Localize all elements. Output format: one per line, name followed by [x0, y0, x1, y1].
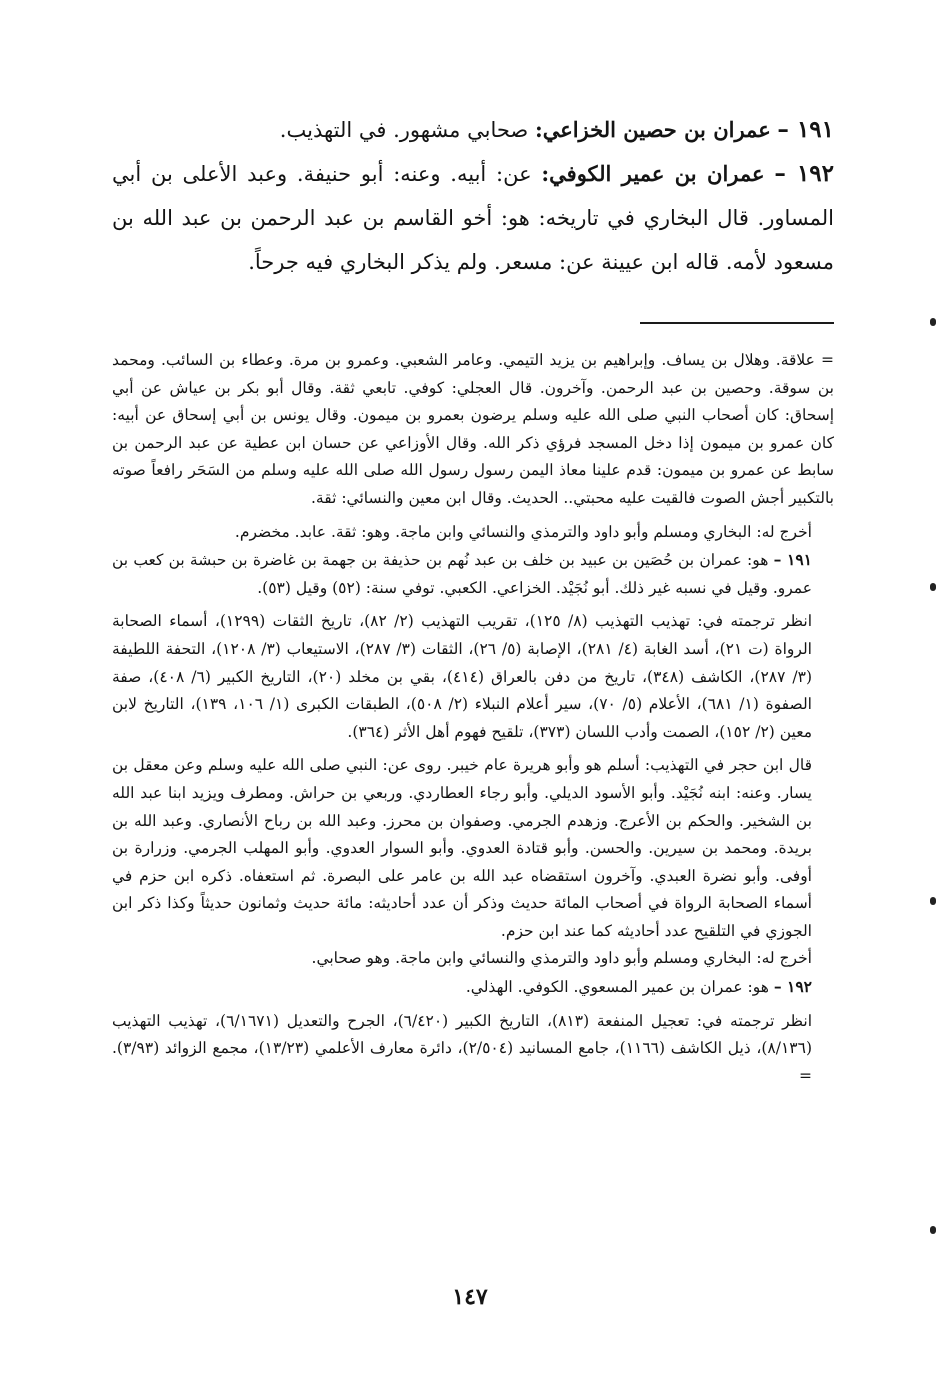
footnote-continuation-outro: أخرج له: البخاري ومسلم وأبو داود والترمذي والنسائي وابن ماجة. وهو: ثقة. عابد. مخضرم. [234, 522, 812, 541]
footnote-number: ١٩١ – [773, 550, 812, 570]
entry-text: صحابي مشهور. في التهذيب. [279, 118, 529, 142]
footnotes [112, 347, 834, 1090]
footnote-191-biography: قال ابن حجر في التهذيب: أسلم هو وأبو هريرة عام خيبر. روى عن: النبي صلى الله عليه وسلم وعن معقل بن يسار. وعنه: ابنه نُجَيْد. وأبو الأسود الديلي. وأبو رجاء العطاردي. وربعي بن حراش. ومطرف ويزيد ابنا عبد الله بن الشخير. والحكم بن الأعرج. وزهدم الجرمي. وصفوان بن محرز. وعبد الله بن رباح الأنصاري. وعبد الله بن بريدة. ومحمد بن سيرين. والحسن. وأبو قتادة العدوي. وأبو السوار العدوي. وأبو المهلب الجرمي. وزرارة بن أوفى. وأبو نضرة العبدي. وآخرون استقضاه عبد الله بن عامر على البصرة. ثم استعفاه. ذكره ابن حزم في أسماء الصحابة الرواة في أصحاب المائة حديث وذكر أن عدد أحاديثه: مائة حديث وثمانون حديثاً وكذا ذكر ابن الجوزي في التلقيح عدد أحاديثه كما عند ابن حزم. [112, 756, 812, 940]
footnote-continuation: = علاقة. وهلال بن يساف. وإبراهيم بن يزيد التيمي. وعامر الشعبي. وعمرو بن مرة. وعطاء بن السائب. ومحمد بن سوقة. وحصين بن عبد الرحمن. وآخرون. قال العجلي: كوفي. تابعي ثقة. وقال أبو بكر بن عياش عن أبي إسحاق: كان أصحاب النبي صلى الله عليه وسلم يرضون بعمرو بن ميمون. وقال يونس بن أبي إسحاق عن أبيه: كان عمرو بن ميمون إذا دخل المسجد فرؤي ذكر الله. وقال الأوزاعي عن حسان ابن عطية عن عبد الرحمن بن سابط عن عمرو بن ميمون: قدم علينا معاذ اليمن رسول رسول الله صلى الله عليه وسلم من السَحَر رافعاً صوته بالتكبير أجش الصوت فالقيت عليه محبتي.. الحديث. وقال ابن معين والنسائي: ثقة. [112, 351, 834, 507]
footnote-191-intro [112, 546, 834, 602]
entry-192 [112, 152, 834, 284]
scan-edge-mark [930, 583, 936, 591]
entry-text: عن: أبيه. وعنه: أبو حنيفة. وعبد الأعلى بن أبي المساور. قال البخاري في تاريخه: هو: أخو القاسم بن عبد الرحمن بن عبد الله بن مسعود لأمه. قاله ابن عيينة عن: مسعر. ولم يذكر البخاري فيه جرحاً. [112, 162, 834, 274]
scan-edge-mark [930, 318, 936, 326]
footnote-text: هو: عمران بن حُصَين بن عبيد بن خلف بن عبد نُهم بن حذيفة بن جهمة بن غاضرة بن حبشة بن كعب بن عمرو. وقيل في نسبه غير ذلك. أبو نُجَيْد. الخزاعي. الكعبي. توفي سنة: (٥٢) وقيل (٥٣). [112, 551, 812, 597]
footnote-191-references: انظر ترجمته في: تهذيب التهذيب (٨/ ١٢٥)، تقريب التهذيب (٢/ ٨٢)، تاريخ الثقات (١٢٩٩)، أسماء الصحابة الرواة (ت ٢١)، أسد الغابة (٤/ ٢٨١)، الإصابة (٥/ ٢٦)، الثقات (٣/ ٢٨٧)، الاستيعاب (٣/ ١٢٠٨)، التحفة اللطيفة (٣/ ٢٨٧)، الكاشف (٣٤٨)، تاريخ من دفن بالعراق (٤١٤)، بقي بن مخلد (٢٠)، التاريخ الكبير (٦/ ٤٠٨)، صفة الصفوة (١/ ٦٨١)، الأعلام (٥/ ٧٠)، سير أعلام النبلاء (٢/ ٥٠٨)، الطبقات الكبرى (١/ ١٠٦، ١٣٩)، التاريخ لابن معين (٢/ ١٥٢)، الصمت وأدب اللسان (٣٧٣)، تلقيح فهوم أهل الأثر (٣٦٤). [112, 612, 813, 741]
entry-191 [112, 108, 834, 152]
footnote-192-references: انظر ترجمته في: تعجيل المنفعة (٨١٣)، التاريخ الكبير (٦/٤٢٠)، الجرح والتعديل (٦/١٦٧١)، تهذيب التهذيب (٨/١٣٦)، ذيل الكاشف (١١٦٦)، جامع المسانيد (٢/٥٠٤)، دائرة معارف الأعلمي (١٣/٢٣)، مجمع الزوائد (٣/٩٣). = [112, 1011, 813, 1085]
footnote-separator [640, 322, 834, 324]
page-number: ١٤٧ [452, 1284, 488, 1310]
footnote-192-intro [112, 973, 834, 1002]
footnote-191-outro: أخرج له: البخاري ومسلم وأبو داود والترمذي والنسائي وابن ماجة. وهو صحابي. [311, 949, 812, 968]
main-text [112, 108, 834, 284]
scan-edge-mark [930, 1226, 936, 1234]
entry-number: ١٩٢ – [774, 160, 834, 187]
footnote-number: ١٩٢ – [773, 977, 812, 997]
footnote-text: هو: عمران بن عمير المسعوي. الكوفي. الهذلي. [465, 978, 774, 997]
entry-name: عمران بن عمير الكوفي: [541, 161, 765, 186]
entry-number: ١٩١ – [777, 116, 834, 143]
scan-edge-mark [930, 897, 936, 905]
entry-name: عمران بن حصين الخزاعي: [534, 117, 771, 142]
